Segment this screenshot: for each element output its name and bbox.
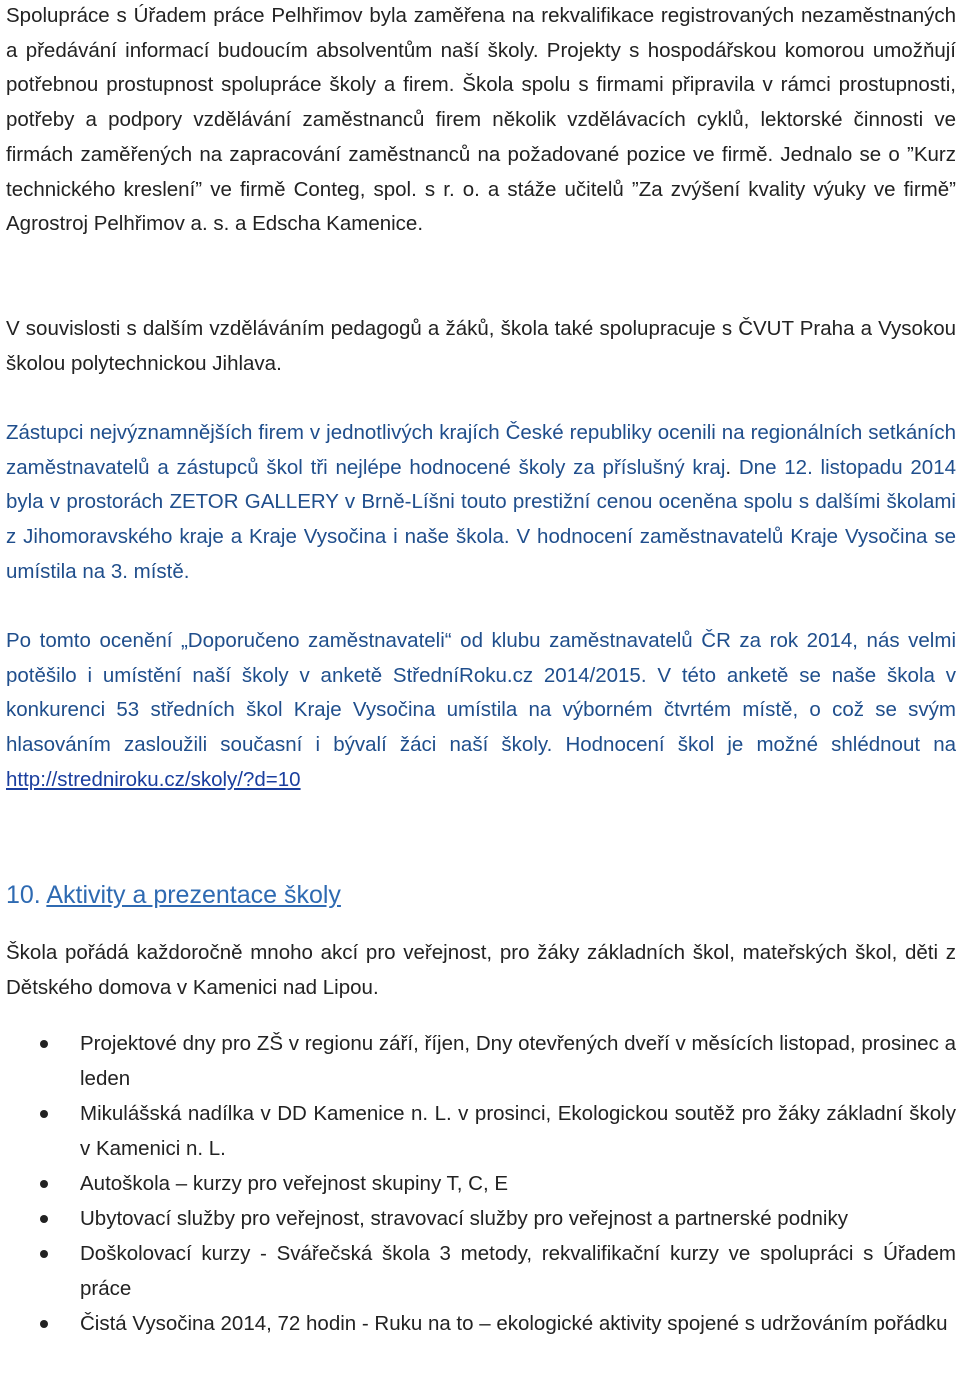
paragraph-survey-text: Po tomto ocenění „Doporučeno zaměstnavateli“ od klubu zaměstnavatelů ČR za rok 2014, nás velmi potěšilo i umístění naší školy v anketě StředníRoku.cz 2014/2015. V této anketě se naše škola v konkurenci 53 středních škol Kraje Vysočina umístila na výborném čtvrtém místě, o což se svým hlasováním zasloužili současní i bývalí žáci naší školy. Hodnocení škol je možné shlédnout na xyxy=(6,629,956,757)
list-item xyxy=(0,1201,956,1236)
bullet-icon xyxy=(40,1250,48,1258)
bullet-icon xyxy=(40,1110,48,1118)
activities-list xyxy=(0,1026,956,1341)
paragraph-universities xyxy=(6,312,956,381)
list-item xyxy=(0,1236,956,1306)
list-item xyxy=(0,1306,956,1341)
bullet-icon xyxy=(40,1180,48,1188)
paragraph-survey xyxy=(6,624,956,798)
list-item xyxy=(0,1166,956,1201)
section-heading xyxy=(6,876,341,914)
list-item-text: Mikulášská nadílka v DD Kamenice n. L. v prosinci, Ekologickou soutěž pro žáky základní školy v Kamenici n. L. xyxy=(80,1102,956,1160)
list-item-text: Autoškola – kurzy pro veřejnost skupiny T, C, E xyxy=(80,1172,509,1195)
paragraph-universities-text: V souvislosti s dalším vzděláváním pedagogů a žáků, škola také spolupracuje s ČVUT Praha a Vysokou školou polytechnickou Jihlava. xyxy=(6,317,956,375)
list-item-text: Čistá Vysočina 2014, 72 hodin - Ruku na to – ekologické aktivity spojené s udržováním pořádku xyxy=(80,1312,948,1335)
section-number: 10. xyxy=(6,881,41,909)
paragraph-award-highlight: Zástupci nejvýznamnějších firem v jednotlivých krajích České republiky ocenili na regionálních setkáních zaměstnavatelů a zástupců škol tři nejlépe hodnocené školy za příslušný kraj xyxy=(6,421,956,479)
list-item-text: Doškolovací kurzy - Svářečská škola 3 metody, rekvalifikační kurzy ve spolupráci s Úřadem práce xyxy=(80,1242,956,1300)
list-item xyxy=(0,1096,956,1166)
list-item-text: Projektové dny pro ZŠ v regionu září, říjen, Dny otevřených dveří v měsících listopad, prosinec a leden xyxy=(80,1032,956,1090)
paragraph-award xyxy=(6,416,956,590)
paragraph-award-period: . xyxy=(725,455,732,479)
paragraph-activities-intro-text: Škola pořádá každoročně mnoho akcí pro veřejnost, pro žáky základních škol, mateřských škol, děti z Dětského domova v Kamenici nad Lipou. xyxy=(6,941,956,999)
bullet-icon xyxy=(40,1040,48,1048)
bullet-icon xyxy=(40,1215,48,1223)
list-item-text: Ubytovací služby pro veřejnost, stravovací služby pro veřejnost a partnerské podniky xyxy=(80,1207,848,1230)
section-title: Aktivity a prezentace školy xyxy=(46,881,341,909)
list-item xyxy=(0,1026,956,1096)
paragraph-cooperation-text: Spolupráce s Úřadem práce Pelhřimov byla zaměřena na rekvalifikace registrovaných nezaměstnaných a předávání informací budoucím absolventům naší školy. Projekty s hospodářskou komorou umožňují potřebnou prostupnost spolupráce školy a firem. Škola spolu s firmami připravila v rámci prostupnosti, potřeby a podpory vzdělávání zaměstnanců firem několik vzdělávacích cyklů, lektorské činnosti ve firmách zaměřených na zapracování zaměstnanců na požadované pozice ve firmě. Jednalo se o ”Kurz technického kreslení” ve firmě Conteg, spol. s r. o. a stáže učitelů ”Za zvýšení kvality výuky ve firmě” Agrostroj Pelhřimov a. s. a Edscha Kamenice. xyxy=(6,4,956,236)
paragraph-award-rest: Dne 12. listopadu 2014 byla v prostorách ZETOR GALLERY v Brně-Líšni touto prestižní cenou oceněna spolu s dalšími školami z Jihomoravského kraje a Kraje Vysočina i naše škola. V hodnocení zaměstnavatelů Kraje Vysočina se umístila na 3. místě. xyxy=(6,455,956,583)
bullet-icon xyxy=(40,1320,48,1328)
stredniroku-link[interactable]: http://stredniroku.cz/skoly/?d=10 xyxy=(6,767,301,791)
paragraph-activities-intro xyxy=(6,936,956,1005)
paragraph-cooperation xyxy=(6,0,956,242)
